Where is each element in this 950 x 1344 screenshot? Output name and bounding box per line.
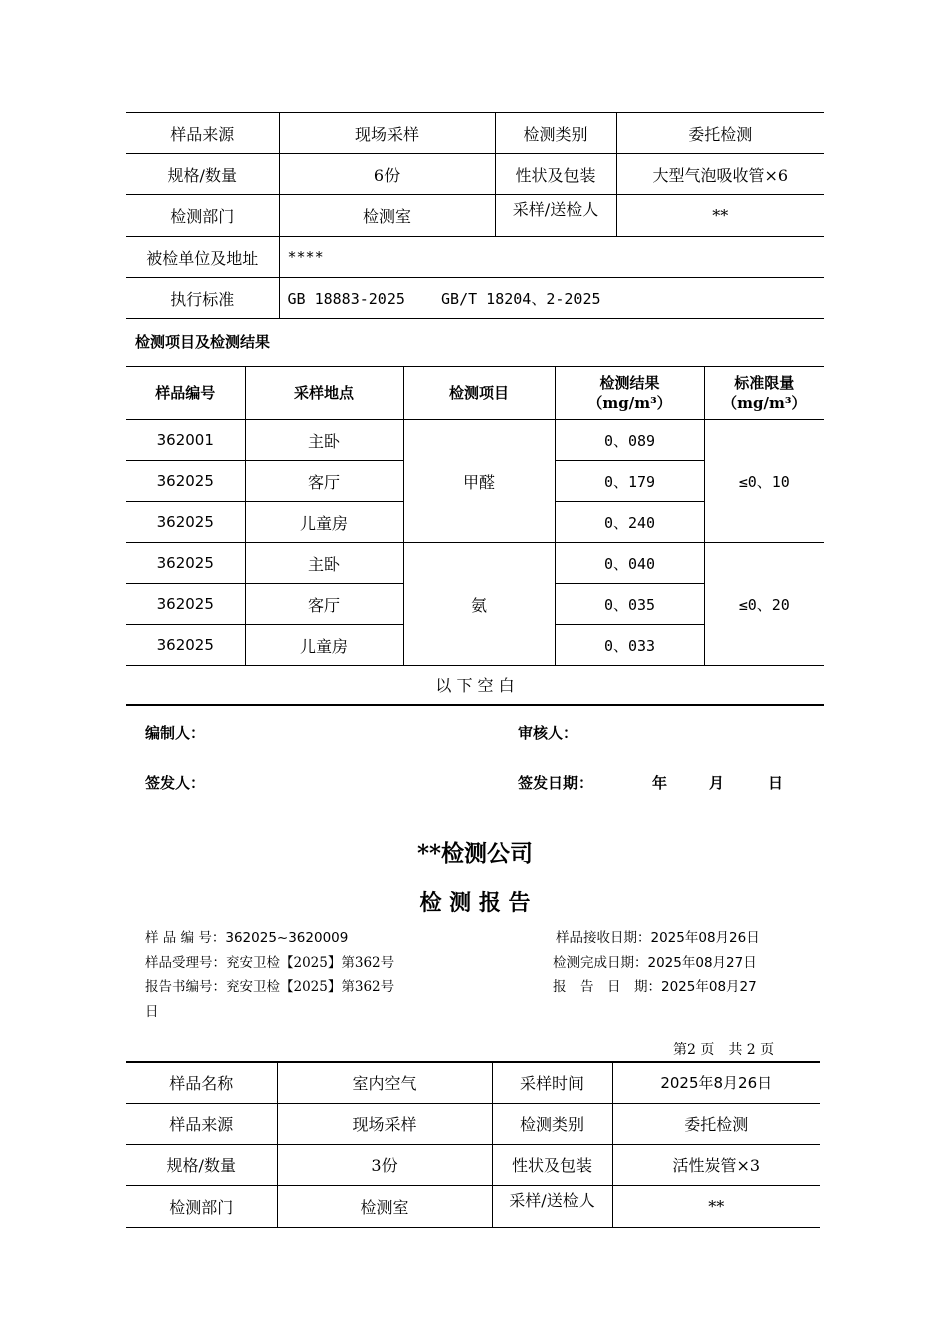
table-row bbox=[126, 1185, 820, 1227]
value-sampling-time: 2025年8月26日 bbox=[612, 1062, 820, 1103]
header-location: 采样地点 bbox=[245, 367, 403, 420]
reviewer-label: 审核人： bbox=[518, 724, 579, 742]
sample-info-table bbox=[126, 112, 824, 319]
value-department: 检测室 bbox=[279, 195, 495, 237]
table-row bbox=[126, 278, 824, 319]
cell-location: 客厅 bbox=[245, 461, 403, 502]
label-inspected-unit: 被检单位及地址 bbox=[126, 237, 279, 278]
cell-sample-no: 362001 bbox=[126, 420, 245, 461]
table-row bbox=[126, 1144, 820, 1185]
cell-result: 0、035 bbox=[555, 584, 704, 625]
company-name: **检测公司 bbox=[416, 840, 534, 867]
label-packaging: 性状及包装 bbox=[495, 154, 616, 195]
report-date-label: 报 告 日 期： bbox=[553, 979, 661, 995]
label-sampler: 采样/送检人 bbox=[495, 195, 616, 237]
report-date-wrap: 日 bbox=[145, 1004, 159, 1020]
cell-result: 0、179 bbox=[555, 461, 704, 502]
report-date-line bbox=[553, 975, 757, 999]
cell-result: 0、040 bbox=[555, 543, 704, 584]
header-limit bbox=[704, 367, 824, 420]
results-table bbox=[126, 366, 824, 666]
divider bbox=[126, 704, 824, 706]
cell-item-ammonia: 氨 bbox=[403, 543, 555, 666]
value-test-category: 委托检测 bbox=[612, 1103, 820, 1144]
table-row bbox=[126, 237, 824, 278]
value-department: 检测室 bbox=[277, 1185, 492, 1227]
header-sample-no: 样品编号 bbox=[126, 367, 245, 420]
receive-date-value: 2025年08月26日 bbox=[650, 930, 760, 946]
value-sample-name: 室内空气 bbox=[277, 1062, 492, 1103]
cell-sample-no: 362025 bbox=[126, 543, 245, 584]
value-sampler: ** bbox=[612, 1185, 820, 1227]
value-packaging: 大型气泡吸收管×6 bbox=[616, 154, 824, 195]
label-sampling-time: 采样时间 bbox=[492, 1062, 612, 1103]
cell-location: 主卧 bbox=[245, 420, 403, 461]
cell-location: 客厅 bbox=[245, 584, 403, 625]
sample-info-table-page2 bbox=[126, 1062, 820, 1228]
accept-no-value: 兖安卫检【2025】第362号 bbox=[226, 955, 395, 971]
header-result-unit: （mg/m³） bbox=[587, 394, 672, 412]
table-row bbox=[126, 543, 824, 584]
header-item: 检测项目 bbox=[403, 367, 555, 420]
table-row bbox=[126, 154, 824, 195]
cell-result: 0、240 bbox=[555, 502, 704, 543]
header-result bbox=[555, 367, 704, 420]
label-standard: 执行标准 bbox=[126, 278, 279, 319]
issue-day-label: 日 bbox=[768, 774, 784, 792]
cell-sample-no: 362025 bbox=[126, 502, 245, 543]
cell-location: 儿童房 bbox=[245, 625, 403, 666]
value-sampler: ** bbox=[616, 195, 824, 237]
value-sample-source: 现场采样 bbox=[279, 113, 495, 154]
value-test-category: 委托检测 bbox=[616, 113, 824, 154]
value-packaging: 活性炭管×3 bbox=[612, 1144, 820, 1185]
label-test-category: 检测类别 bbox=[492, 1103, 612, 1144]
blank-below-note: 以 下 空 白 bbox=[435, 676, 515, 695]
value-spec-quantity: 6份 bbox=[279, 154, 495, 195]
table-header-row bbox=[126, 367, 824, 420]
issue-date-label: 签发日期： bbox=[518, 774, 594, 792]
label-test-category: 检测类别 bbox=[495, 113, 616, 154]
issue-year-label: 年 bbox=[652, 774, 668, 792]
label-spec-quantity: 规格/数量 bbox=[126, 1144, 277, 1185]
header-limit-unit: （mg/m³） bbox=[722, 394, 807, 412]
table-row bbox=[126, 1062, 820, 1103]
receive-date-label: 样品接收日期： bbox=[556, 930, 651, 946]
label-department: 检测部门 bbox=[126, 1185, 277, 1227]
cell-sample-no: 362025 bbox=[126, 461, 245, 502]
table-row bbox=[126, 195, 824, 237]
cell-location: 主卧 bbox=[245, 543, 403, 584]
complete-date-value: 2025年08月27日 bbox=[647, 955, 757, 971]
value-inspected-unit: **** bbox=[279, 237, 824, 278]
report-date-value: 2025年08月27 bbox=[661, 979, 757, 995]
cell-item-formaldehyde: 甲醛 bbox=[403, 420, 555, 543]
cell-sample-no: 362025 bbox=[126, 625, 245, 666]
report-no-value: 兖安卫检【2025】第362号 bbox=[226, 979, 395, 995]
compiler-label: 编制人： bbox=[145, 724, 206, 742]
cell-sample-no: 362025 bbox=[126, 584, 245, 625]
accept-no-label: 样品受理号： bbox=[145, 955, 226, 971]
label-spec-quantity: 规格/数量 bbox=[126, 154, 279, 195]
accept-no-line bbox=[145, 951, 394, 975]
cell-location: 儿童房 bbox=[245, 502, 403, 543]
label-sampler: 采样/送检人 bbox=[492, 1185, 612, 1227]
label-packaging: 性状及包装 bbox=[492, 1144, 612, 1185]
page-indicator: 第2 页 共 2 页 bbox=[673, 1042, 775, 1058]
value-spec-quantity: 3份 bbox=[277, 1144, 492, 1185]
report-no-label: 报告书编号： bbox=[145, 979, 226, 995]
issuer-label: 签发人： bbox=[145, 774, 206, 792]
label-sample-source: 样品来源 bbox=[126, 1103, 277, 1144]
complete-date-label: 检测完成日期： bbox=[553, 955, 648, 971]
issue-month-label: 月 bbox=[709, 774, 725, 792]
complete-date-line bbox=[553, 951, 757, 975]
report-no-line bbox=[145, 975, 394, 999]
value-sample-source: 现场采样 bbox=[277, 1103, 492, 1144]
label-sample-name: 样品名称 bbox=[126, 1062, 277, 1103]
value-standard: GB 18883-2025 GB/T 18204、2-2025 bbox=[279, 278, 824, 319]
label-department: 检测部门 bbox=[126, 195, 279, 237]
label-sample-source: 样品来源 bbox=[126, 113, 279, 154]
cell-result: 0、033 bbox=[555, 625, 704, 666]
receive-date-line bbox=[556, 926, 760, 950]
cell-limit-ammonia: ≤0、20 bbox=[704, 543, 824, 666]
cell-limit-formaldehyde: ≤0、10 bbox=[704, 420, 824, 543]
table-row bbox=[126, 420, 824, 461]
table-row bbox=[126, 1103, 820, 1144]
cell-result: 0、089 bbox=[555, 420, 704, 461]
sample-no-label: 样 品 编 号： bbox=[145, 930, 226, 946]
table-row bbox=[126, 113, 824, 154]
sample-no-line bbox=[145, 926, 348, 950]
sample-no-value: 362025~3620009 bbox=[225, 930, 349, 946]
results-section-title: 检测项目及检测结果 bbox=[135, 333, 271, 351]
header-limit-label: 标准限量 bbox=[734, 374, 795, 392]
header-result-label: 检测结果 bbox=[599, 374, 660, 392]
report-title: 检 测 报 告 bbox=[419, 890, 531, 916]
